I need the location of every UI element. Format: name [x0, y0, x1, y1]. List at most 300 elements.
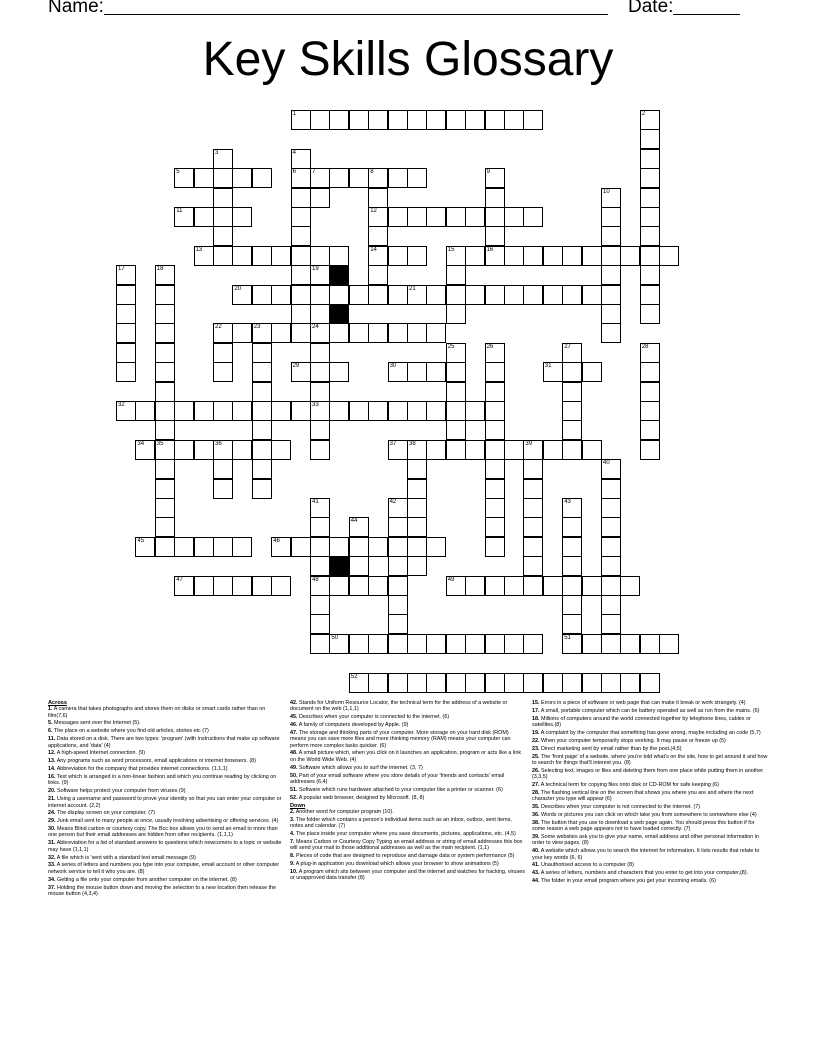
grid-cell[interactable] — [155, 401, 175, 421]
grid-cell[interactable] — [446, 343, 466, 363]
grid-cell[interactable] — [388, 614, 408, 634]
grid-cell[interactable] — [310, 362, 330, 382]
grid-cell[interactable] — [407, 440, 427, 460]
grid-cell[interactable] — [271, 285, 291, 305]
grid-cell[interactable] — [407, 401, 427, 421]
grid-cell[interactable] — [388, 323, 408, 343]
grid-cell[interactable] — [174, 537, 194, 557]
grid-cell[interactable] — [194, 576, 214, 596]
grid-cell[interactable] — [485, 420, 505, 440]
grid-cell[interactable] — [310, 537, 330, 557]
grid-cell[interactable] — [194, 246, 214, 266]
grid-cell[interactable] — [329, 576, 349, 596]
grid-cell[interactable] — [194, 537, 214, 557]
grid-cell[interactable] — [640, 265, 660, 285]
grid-cell[interactable] — [135, 401, 155, 421]
grid-cell[interactable] — [368, 226, 388, 246]
grid-cell[interactable] — [485, 576, 505, 596]
grid-cell[interactable] — [388, 362, 408, 382]
grid-cell[interactable] — [252, 382, 272, 402]
grid-cell[interactable] — [310, 382, 330, 402]
grid-cell[interactable] — [543, 285, 563, 305]
grid-cell[interactable] — [174, 401, 194, 421]
grid-cell[interactable] — [213, 343, 233, 363]
grid-cell[interactable] — [388, 498, 408, 518]
grid-cell[interactable] — [388, 517, 408, 537]
grid-cell[interactable] — [562, 362, 582, 382]
grid-cell[interactable] — [562, 382, 582, 402]
grid-cell[interactable] — [426, 537, 446, 557]
grid-cell[interactable] — [446, 362, 466, 382]
grid-cell[interactable] — [426, 110, 446, 130]
grid-cell[interactable] — [155, 323, 175, 343]
grid-cell[interactable] — [407, 323, 427, 343]
grid-cell[interactable] — [601, 498, 621, 518]
grid-cell[interactable] — [640, 634, 660, 654]
grid-cell[interactable] — [368, 323, 388, 343]
grid-cell[interactable] — [310, 420, 330, 440]
grid-cell[interactable] — [407, 479, 427, 499]
grid-cell[interactable] — [601, 459, 621, 479]
grid-cell[interactable] — [135, 537, 155, 557]
grid-cell[interactable] — [155, 304, 175, 324]
grid-cell[interactable] — [640, 362, 660, 382]
grid-cell[interactable] — [368, 110, 388, 130]
grid-cell[interactable] — [213, 440, 233, 460]
grid-cell[interactable] — [601, 285, 621, 305]
grid-cell[interactable] — [213, 246, 233, 266]
grid-cell[interactable] — [407, 517, 427, 537]
grid-cell[interactable] — [485, 285, 505, 305]
grid-cell[interactable] — [155, 420, 175, 440]
grid-cell[interactable] — [562, 343, 582, 363]
grid-cell[interactable] — [174, 207, 194, 227]
grid-cell[interactable] — [601, 517, 621, 537]
grid-cell[interactable] — [640, 226, 660, 246]
grid-cell[interactable] — [271, 576, 291, 596]
grid-cell[interactable] — [465, 440, 485, 460]
grid-cell[interactable] — [310, 168, 330, 188]
grid-cell[interactable] — [329, 246, 349, 266]
grid-cell[interactable] — [407, 362, 427, 382]
grid-cell[interactable] — [310, 634, 330, 654]
grid-cell[interactable] — [504, 246, 524, 266]
grid-cell[interactable] — [504, 576, 524, 596]
grid-cell[interactable] — [582, 634, 602, 654]
grid-cell[interactable] — [349, 323, 369, 343]
grid-cell[interactable] — [310, 246, 330, 266]
grid-cell[interactable] — [465, 576, 485, 596]
grid-cell[interactable] — [640, 110, 660, 130]
grid-cell[interactable] — [368, 673, 388, 693]
grid-cell[interactable] — [523, 576, 543, 596]
grid-cell[interactable] — [523, 110, 543, 130]
grid-cell[interactable] — [465, 110, 485, 130]
grid-cell[interactable] — [446, 207, 466, 227]
grid-cell[interactable] — [213, 226, 233, 246]
grid-cell[interactable] — [601, 576, 621, 596]
grid-cell[interactable] — [426, 362, 446, 382]
grid-cell[interactable] — [310, 614, 330, 634]
grid-cell[interactable] — [523, 673, 543, 693]
grid-cell[interactable] — [174, 440, 194, 460]
grid-cell[interactable] — [601, 246, 621, 266]
grid-cell[interactable] — [368, 285, 388, 305]
grid-cell[interactable] — [368, 188, 388, 208]
grid-cell[interactable] — [155, 382, 175, 402]
grid-cell[interactable] — [310, 595, 330, 615]
grid-cell[interactable] — [485, 440, 505, 460]
grid-cell[interactable] — [155, 459, 175, 479]
grid-cell[interactable] — [562, 420, 582, 440]
grid-cell[interactable] — [232, 401, 252, 421]
grid-cell[interactable] — [368, 576, 388, 596]
grid-cell[interactable] — [485, 401, 505, 421]
grid-cell[interactable] — [640, 168, 660, 188]
grid-cell[interactable] — [232, 576, 252, 596]
grid-cell[interactable] — [116, 362, 136, 382]
grid-cell[interactable] — [329, 110, 349, 130]
grid-cell[interactable] — [543, 673, 563, 693]
grid-cell[interactable] — [407, 634, 427, 654]
grid-cell[interactable] — [582, 673, 602, 693]
grid-cell[interactable] — [523, 459, 543, 479]
grid-cell[interactable] — [446, 246, 466, 266]
grid-cell[interactable] — [135, 440, 155, 460]
grid-cell[interactable] — [640, 246, 660, 266]
grid-cell[interactable] — [368, 537, 388, 557]
grid-cell[interactable] — [601, 537, 621, 557]
grid-cell[interactable] — [562, 614, 582, 634]
grid-cell[interactable] — [213, 537, 233, 557]
grid-cell[interactable] — [349, 517, 369, 537]
grid-cell[interactable] — [446, 401, 466, 421]
grid-cell[interactable] — [310, 110, 330, 130]
grid-cell[interactable] — [640, 285, 660, 305]
grid-cell[interactable] — [291, 285, 311, 305]
grid-cell[interactable] — [291, 362, 311, 382]
grid-cell[interactable] — [601, 673, 621, 693]
grid-cell[interactable] — [426, 401, 446, 421]
grid-cell[interactable] — [407, 673, 427, 693]
grid-cell[interactable] — [640, 382, 660, 402]
grid-cell[interactable] — [562, 556, 582, 576]
grid-cell[interactable] — [446, 304, 466, 324]
grid-cell[interactable] — [368, 634, 388, 654]
grid-cell[interactable] — [252, 246, 272, 266]
grid-cell[interactable] — [465, 285, 485, 305]
grid-cell[interactable] — [291, 226, 311, 246]
grid-cell[interactable] — [155, 440, 175, 460]
grid-cell[interactable] — [601, 226, 621, 246]
grid-cell[interactable] — [329, 323, 349, 343]
grid-cell[interactable] — [155, 343, 175, 363]
grid-cell[interactable] — [291, 265, 311, 285]
grid-cell[interactable] — [446, 420, 466, 440]
grid-cell[interactable] — [485, 382, 505, 402]
grid-cell[interactable] — [562, 673, 582, 693]
grid-cell[interactable] — [601, 595, 621, 615]
grid-cell[interactable] — [291, 537, 311, 557]
grid-cell[interactable] — [446, 634, 466, 654]
grid-cell[interactable] — [485, 362, 505, 382]
grid-cell[interactable] — [523, 246, 543, 266]
grid-cell[interactable] — [252, 362, 272, 382]
grid-cell[interactable] — [116, 265, 136, 285]
grid-cell[interactable] — [465, 673, 485, 693]
grid-cell[interactable] — [640, 304, 660, 324]
grid-cell[interactable] — [426, 634, 446, 654]
grid-cell[interactable] — [620, 673, 640, 693]
grid-cell[interactable] — [349, 673, 369, 693]
grid-cell[interactable] — [659, 634, 679, 654]
grid-cell[interactable] — [213, 168, 233, 188]
grid-cell[interactable] — [485, 537, 505, 557]
grid-cell[interactable] — [349, 285, 369, 305]
grid-cell[interactable] — [291, 246, 311, 266]
grid-cell[interactable] — [620, 634, 640, 654]
grid-cell[interactable] — [174, 168, 194, 188]
grid-cell[interactable] — [620, 246, 640, 266]
grid-cell[interactable] — [504, 673, 524, 693]
grid-cell[interactable] — [465, 401, 485, 421]
grid-cell[interactable] — [232, 207, 252, 227]
grid-cell[interactable] — [349, 537, 369, 557]
grid-cell[interactable] — [446, 576, 466, 596]
grid-cell[interactable] — [601, 479, 621, 499]
grid-cell[interactable] — [329, 401, 349, 421]
grid-cell[interactable] — [368, 246, 388, 266]
grid-cell[interactable] — [349, 576, 369, 596]
grid-cell[interactable] — [562, 576, 582, 596]
grid-cell[interactable] — [426, 673, 446, 693]
grid-cell[interactable] — [640, 420, 660, 440]
grid-cell[interactable] — [446, 673, 466, 693]
grid-cell[interactable] — [485, 207, 505, 227]
grid-cell[interactable] — [388, 168, 408, 188]
grid-cell[interactable] — [640, 149, 660, 169]
grid-cell[interactable] — [562, 246, 582, 266]
grid-cell[interactable] — [446, 110, 466, 130]
grid-cell[interactable] — [504, 285, 524, 305]
grid-cell[interactable] — [446, 382, 466, 402]
grid-cell[interactable] — [232, 323, 252, 343]
grid-cell[interactable] — [213, 459, 233, 479]
grid-cell[interactable] — [310, 323, 330, 343]
grid-cell[interactable] — [388, 246, 408, 266]
grid-cell[interactable] — [601, 188, 621, 208]
grid-cell[interactable] — [232, 168, 252, 188]
grid-cell[interactable] — [349, 168, 369, 188]
grid-cell[interactable] — [388, 673, 408, 693]
grid-cell[interactable] — [310, 556, 330, 576]
grid-cell[interactable] — [388, 595, 408, 615]
grid-cell[interactable] — [232, 537, 252, 557]
grid-cell[interactable] — [640, 343, 660, 363]
grid-cell[interactable] — [213, 479, 233, 499]
grid-cell[interactable] — [194, 168, 214, 188]
grid-cell[interactable] — [271, 537, 291, 557]
grid-cell[interactable] — [601, 304, 621, 324]
grid-cell[interactable] — [504, 207, 524, 227]
grid-cell[interactable] — [543, 440, 563, 460]
grid-cell[interactable] — [407, 168, 427, 188]
grid-cell[interactable] — [620, 576, 640, 596]
grid-cell[interactable] — [310, 285, 330, 305]
grid-cell[interactable] — [174, 576, 194, 596]
grid-cell[interactable] — [601, 556, 621, 576]
grid-cell[interactable] — [523, 556, 543, 576]
grid-cell[interactable] — [155, 537, 175, 557]
grid-cell[interactable] — [213, 149, 233, 169]
grid-cell[interactable] — [640, 401, 660, 421]
grid-cell[interactable] — [291, 188, 311, 208]
grid-cell[interactable] — [659, 246, 679, 266]
grid-cell[interactable] — [601, 207, 621, 227]
grid-cell[interactable] — [601, 265, 621, 285]
grid-cell[interactable] — [155, 265, 175, 285]
grid-cell[interactable] — [271, 401, 291, 421]
grid-cell[interactable] — [562, 440, 582, 460]
grid-cell[interactable] — [485, 226, 505, 246]
grid-cell[interactable] — [426, 440, 446, 460]
grid-cell[interactable] — [446, 285, 466, 305]
grid-cell[interactable] — [368, 401, 388, 421]
grid-cell[interactable] — [388, 537, 408, 557]
grid-cell[interactable] — [155, 479, 175, 499]
grid-cell[interactable] — [388, 556, 408, 576]
grid-cell[interactable] — [252, 440, 272, 460]
grid-cell[interactable] — [252, 479, 272, 499]
grid-cell[interactable] — [465, 634, 485, 654]
grid-cell[interactable] — [116, 285, 136, 305]
grid-cell[interactable] — [155, 517, 175, 537]
grid-cell[interactable] — [368, 168, 388, 188]
grid-cell[interactable] — [523, 517, 543, 537]
grid-cell[interactable] — [388, 110, 408, 130]
grid-cell[interactable] — [485, 459, 505, 479]
grid-cell[interactable] — [407, 207, 427, 227]
grid-cell[interactable] — [232, 285, 252, 305]
grid-cell[interactable] — [640, 673, 660, 693]
grid-cell[interactable] — [194, 440, 214, 460]
grid-cell[interactable] — [291, 168, 311, 188]
grid-cell[interactable] — [388, 440, 408, 460]
grid-cell[interactable] — [485, 188, 505, 208]
grid-cell[interactable] — [485, 517, 505, 537]
grid-cell[interactable] — [426, 323, 446, 343]
grid-cell[interactable] — [232, 246, 252, 266]
grid-cell[interactable] — [291, 110, 311, 130]
grid-cell[interactable] — [582, 362, 602, 382]
grid-cell[interactable] — [329, 362, 349, 382]
grid-cell[interactable] — [388, 634, 408, 654]
grid-cell[interactable] — [291, 323, 311, 343]
grid-cell[interactable] — [155, 285, 175, 305]
grid-cell[interactable] — [523, 285, 543, 305]
grid-cell[interactable] — [310, 188, 330, 208]
grid-cell[interactable] — [562, 634, 582, 654]
grid-cell[interactable] — [504, 440, 524, 460]
grid-cell[interactable] — [523, 634, 543, 654]
grid-cell[interactable] — [485, 246, 505, 266]
grid-cell[interactable] — [446, 265, 466, 285]
grid-cell[interactable] — [155, 362, 175, 382]
grid-cell[interactable] — [407, 110, 427, 130]
grid-cell[interactable] — [543, 576, 563, 596]
grid-cell[interactable] — [310, 401, 330, 421]
grid-cell[interactable] — [291, 401, 311, 421]
grid-cell[interactable] — [601, 614, 621, 634]
grid-cell[interactable] — [116, 343, 136, 363]
grid-cell[interactable] — [291, 149, 311, 169]
grid-cell[interactable] — [329, 634, 349, 654]
grid-cell[interactable] — [310, 576, 330, 596]
grid-cell[interactable] — [582, 246, 602, 266]
grid-cell[interactable] — [310, 265, 330, 285]
grid-cell[interactable] — [388, 285, 408, 305]
grid-cell[interactable] — [523, 498, 543, 518]
grid-cell[interactable] — [213, 188, 233, 208]
grid-cell[interactable] — [601, 323, 621, 343]
grid-cell[interactable] — [407, 459, 427, 479]
grid-cell[interactable] — [252, 401, 272, 421]
grid-cell[interactable] — [310, 304, 330, 324]
grid-cell[interactable] — [252, 285, 272, 305]
grid-cell[interactable] — [349, 634, 369, 654]
grid-cell[interactable] — [407, 285, 427, 305]
grid-cell[interactable] — [485, 634, 505, 654]
grid-cell[interactable] — [194, 207, 214, 227]
grid-cell[interactable] — [388, 207, 408, 227]
grid-cell[interactable] — [116, 304, 136, 324]
grid-cell[interactable] — [465, 207, 485, 227]
grid-cell[interactable] — [271, 323, 291, 343]
grid-cell[interactable] — [252, 168, 272, 188]
grid-cell[interactable] — [426, 207, 446, 227]
grid-cell[interactable] — [485, 479, 505, 499]
grid-cell[interactable] — [310, 498, 330, 518]
grid-cell[interactable] — [310, 343, 330, 363]
grid-cell[interactable] — [562, 517, 582, 537]
grid-cell[interactable] — [213, 362, 233, 382]
grid-cell[interactable] — [213, 576, 233, 596]
grid-cell[interactable] — [252, 420, 272, 440]
grid-cell[interactable] — [640, 440, 660, 460]
grid-cell[interactable] — [116, 401, 136, 421]
grid-cell[interactable] — [485, 673, 505, 693]
grid-cell[interactable] — [271, 246, 291, 266]
grid-cell[interactable] — [388, 576, 408, 596]
grid-cell[interactable] — [213, 401, 233, 421]
grid-cell[interactable] — [388, 401, 408, 421]
grid-cell[interactable] — [252, 459, 272, 479]
grid-cell[interactable] — [543, 246, 563, 266]
grid-cell[interactable] — [213, 207, 233, 227]
grid-cell[interactable] — [368, 207, 388, 227]
grid-cell[interactable] — [562, 595, 582, 615]
grid-cell[interactable] — [271, 440, 291, 460]
grid-cell[interactable] — [582, 576, 602, 596]
grid-cell[interactable] — [194, 401, 214, 421]
grid-cell[interactable] — [252, 323, 272, 343]
grid-cell[interactable] — [640, 188, 660, 208]
grid-cell[interactable] — [426, 285, 446, 305]
grid-cell[interactable] — [562, 285, 582, 305]
grid-cell[interactable] — [582, 285, 602, 305]
grid-cell[interactable] — [640, 207, 660, 227]
grid-cell[interactable] — [349, 401, 369, 421]
